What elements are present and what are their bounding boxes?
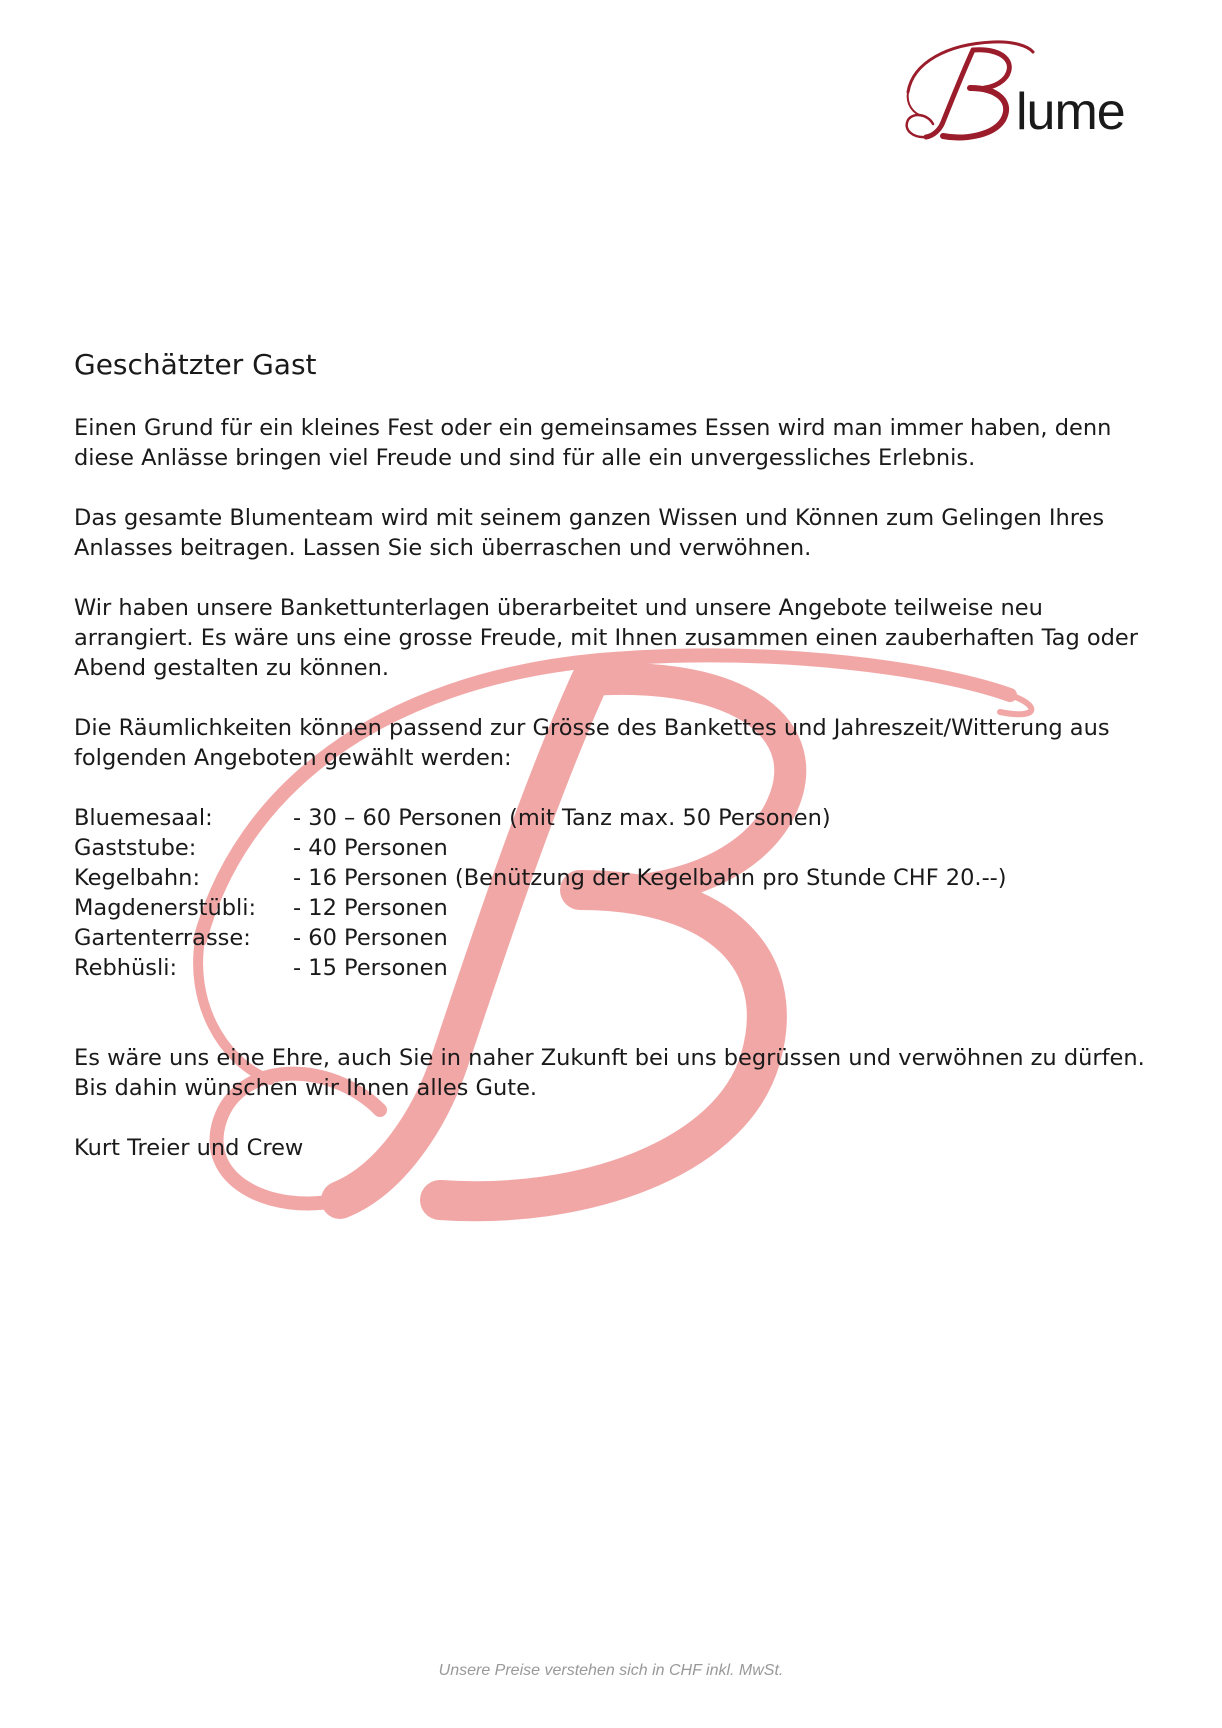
room-capacity: - 15 Personen — [293, 955, 448, 981]
room-row — [74, 863, 1164, 893]
paragraph-intro: Einen Grund für ein kleines Fest oder ein gemeinsames Essen wird man immer haben, denn diese Anlässe bringen viel Freude und sind für alle ein unvergessliches Erlebnis. — [74, 415, 1112, 471]
room-row — [74, 893, 1164, 923]
room-name: Bluemesaal: — [74, 805, 213, 831]
room-capacity: - 12 Personen — [293, 895, 448, 921]
paragraph-offers: Wir haben unsere Bankettunterlagen überarbeitet und unsere Angebote teilweise neu arrangiert. Es wäre uns eine grosse Freude, mit Ihnen zusammen einen zauberhaften Tag oder Abend gestalten zu können. — [74, 595, 1139, 681]
paragraph-rooms-intro: Die Räumlichkeiten können passend zur Grösse des Bankettes und Jahreszeit/Witterung aus folgenden Angeboten gewählt werden: — [74, 715, 1110, 771]
room-name: Magdenerstübli: — [74, 895, 257, 921]
salutation: Geschätzter Gast — [74, 348, 317, 381]
signature: Kurt Treier und Crew — [74, 1135, 304, 1161]
room-row — [74, 833, 1164, 863]
rooms-list — [74, 803, 1164, 983]
room-capacity: - 16 Personen (Benützung der Kegelbahn pro Stunde CHF 20.--) — [293, 865, 1007, 891]
paragraph-closing: Es wäre uns eine Ehre, auch Sie in naher Zukunft bei uns begrüssen und verwöhnen zu dürfen. Bis dahin wünschen wir Ihnen alles Gute. — [74, 1045, 1145, 1101]
room-row — [74, 953, 1164, 983]
room-name: Kegelbahn: — [74, 865, 201, 891]
room-capacity: - 40 Personen — [293, 835, 448, 861]
room-name: Gartenterrasse: — [74, 925, 251, 951]
blume-logo — [898, 32, 1158, 142]
room-capacity: - 60 Personen — [293, 925, 448, 951]
room-name: Gaststube: — [74, 835, 197, 861]
footer-price-note: Unsere Preise verstehen sich in CHF inkl. MwSt. — [438, 1662, 784, 1679]
room-row — [74, 923, 1164, 953]
paragraph-team: Das gesamte Blumenteam wird mit seinem ganzen Wissen und Können zum Gelingen Ihres Anlasses beitragen. Lassen Sie sich überraschen und verwöhnen. — [74, 505, 1105, 561]
letter-body — [74, 348, 1164, 1163]
logo-wordmark: lume — [1016, 83, 1125, 141]
room-capacity: - 30 – 60 Personen (mit Tanz max. 50 Personen) — [293, 805, 831, 831]
spacer — [74, 1013, 1164, 1043]
room-name: Rebhüsli: — [74, 955, 178, 981]
room-row — [74, 803, 1164, 833]
